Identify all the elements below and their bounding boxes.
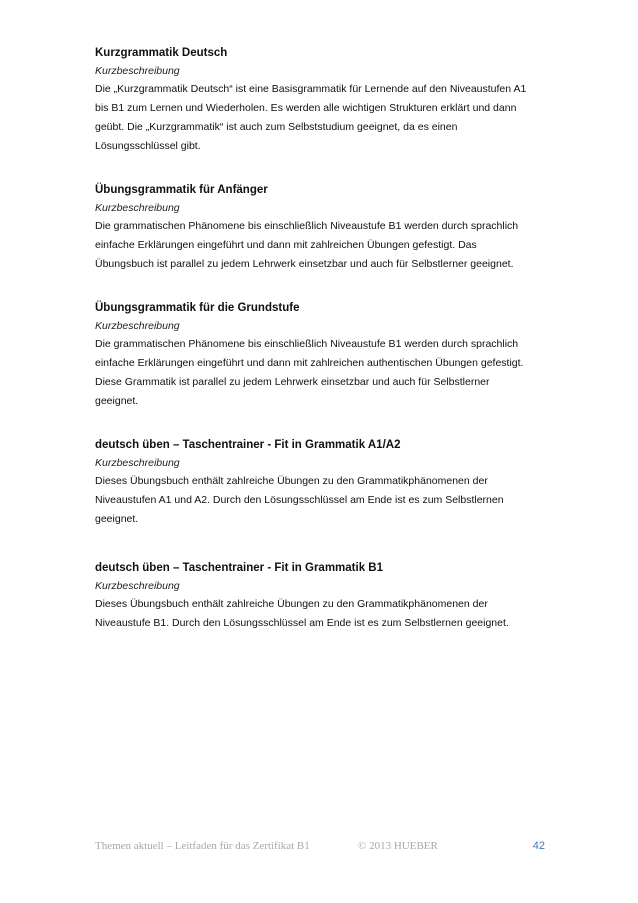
- entry-description: [95, 80, 555, 156]
- entry-description: [95, 335, 555, 411]
- entry-subtitle: Kurzbeschreibung: [95, 202, 180, 214]
- entry-subtitle: Kurzbeschreibung: [95, 320, 180, 332]
- description-line: geeignet.: [95, 513, 139, 525]
- description-line: Die grammatischen Phänomene bis einschließlich Niveaustufe B1 werden durch sprachlich: [95, 220, 519, 232]
- entry-uebungsgrammatik-anfaenger: [95, 181, 555, 274]
- entry-fit-in-grammatik-a1-a2: [95, 436, 555, 529]
- description-line: Übungsbuch ist parallel zu jedem Lehrwerk einsetzbar und auch für Selbstlerner geeignet.: [95, 258, 514, 270]
- entry-description: [95, 217, 555, 274]
- entry-fit-in-grammatik-b1: [95, 559, 555, 633]
- entry-description: [95, 472, 555, 529]
- entry-title: Kurzgrammatik Deutsch: [95, 47, 228, 59]
- entry-description: [95, 595, 555, 633]
- entry-title: deutsch üben – Taschentrainer - Fit in Grammatik A1/A2: [95, 439, 401, 451]
- description-line: geübt. Die „Kurzgrammatik“ ist auch zum Selbststudium geeignet, da es einen: [95, 121, 458, 133]
- description-line: Lösungsschlüssel gibt.: [95, 140, 201, 152]
- description-line: einfache Erklärungen eingeführt und dann mit zahlreichen authentischen Übungen gefestigt.: [95, 357, 524, 369]
- entry-title: Übungsgrammatik für die Grundstufe: [95, 302, 300, 314]
- description-line: Die „Kurzgrammatik Deutsch“ ist eine Basisgrammatik für Lernende auf den Niveaustufen A1: [95, 83, 527, 95]
- entry-subtitle: Kurzbeschreibung: [95, 65, 180, 77]
- description-line: Niveaustufe B1. Durch den Lösungsschlüssel am Ende ist es zum Selbstlernen geeignet.: [95, 617, 509, 629]
- description-line: einfache Erklärungen eingeführt und dann mit zahlreichen Übungen gefestigt. Das: [95, 239, 477, 251]
- description-line: Diese Grammatik ist parallel zu jedem Lehrwerk einsetzbar und auch für Selbstlerner: [95, 376, 490, 388]
- page-footer: [95, 838, 545, 854]
- description-line: Dieses Übungsbuch enthält zahlreiche Übungen zu den Grammatikphänomenen der: [95, 475, 488, 487]
- entry-uebungsgrammatik-grundstufe: [95, 299, 555, 411]
- entry-subtitle: Kurzbeschreibung: [95, 580, 180, 592]
- entry-subtitle: Kurzbeschreibung: [95, 457, 180, 469]
- description-line: Niveaustufen A1 und A2. Durch den Lösungsschlüssel am Ende ist es zum Selbstlernen: [95, 494, 504, 506]
- description-line: Die grammatischen Phänomene bis einschließlich Niveaustufe B1 werden durch sprachlich: [95, 338, 519, 350]
- entry-kurzgrammatik-deutsch: [95, 44, 555, 156]
- description-line: Dieses Übungsbuch enthält zahlreiche Übungen zu den Grammatikphänomenen der: [95, 598, 488, 610]
- entry-title: Übungsgrammatik für Anfänger: [95, 184, 268, 196]
- description-line: bis B1 zum Lernen und Wiederholen. Es werden alle wichtigen Strukturen erklärt und dann: [95, 102, 517, 114]
- footer-page-number: 42: [532, 840, 545, 852]
- footer-copyright: © 2013 HUEBER: [358, 840, 438, 852]
- entry-title: deutsch üben – Taschentrainer - Fit in Grammatik B1: [95, 562, 383, 574]
- footer-document-name: Themen aktuell – Leitfaden für das Zertifikat B1: [95, 840, 310, 852]
- description-line: geeignet.: [95, 395, 139, 407]
